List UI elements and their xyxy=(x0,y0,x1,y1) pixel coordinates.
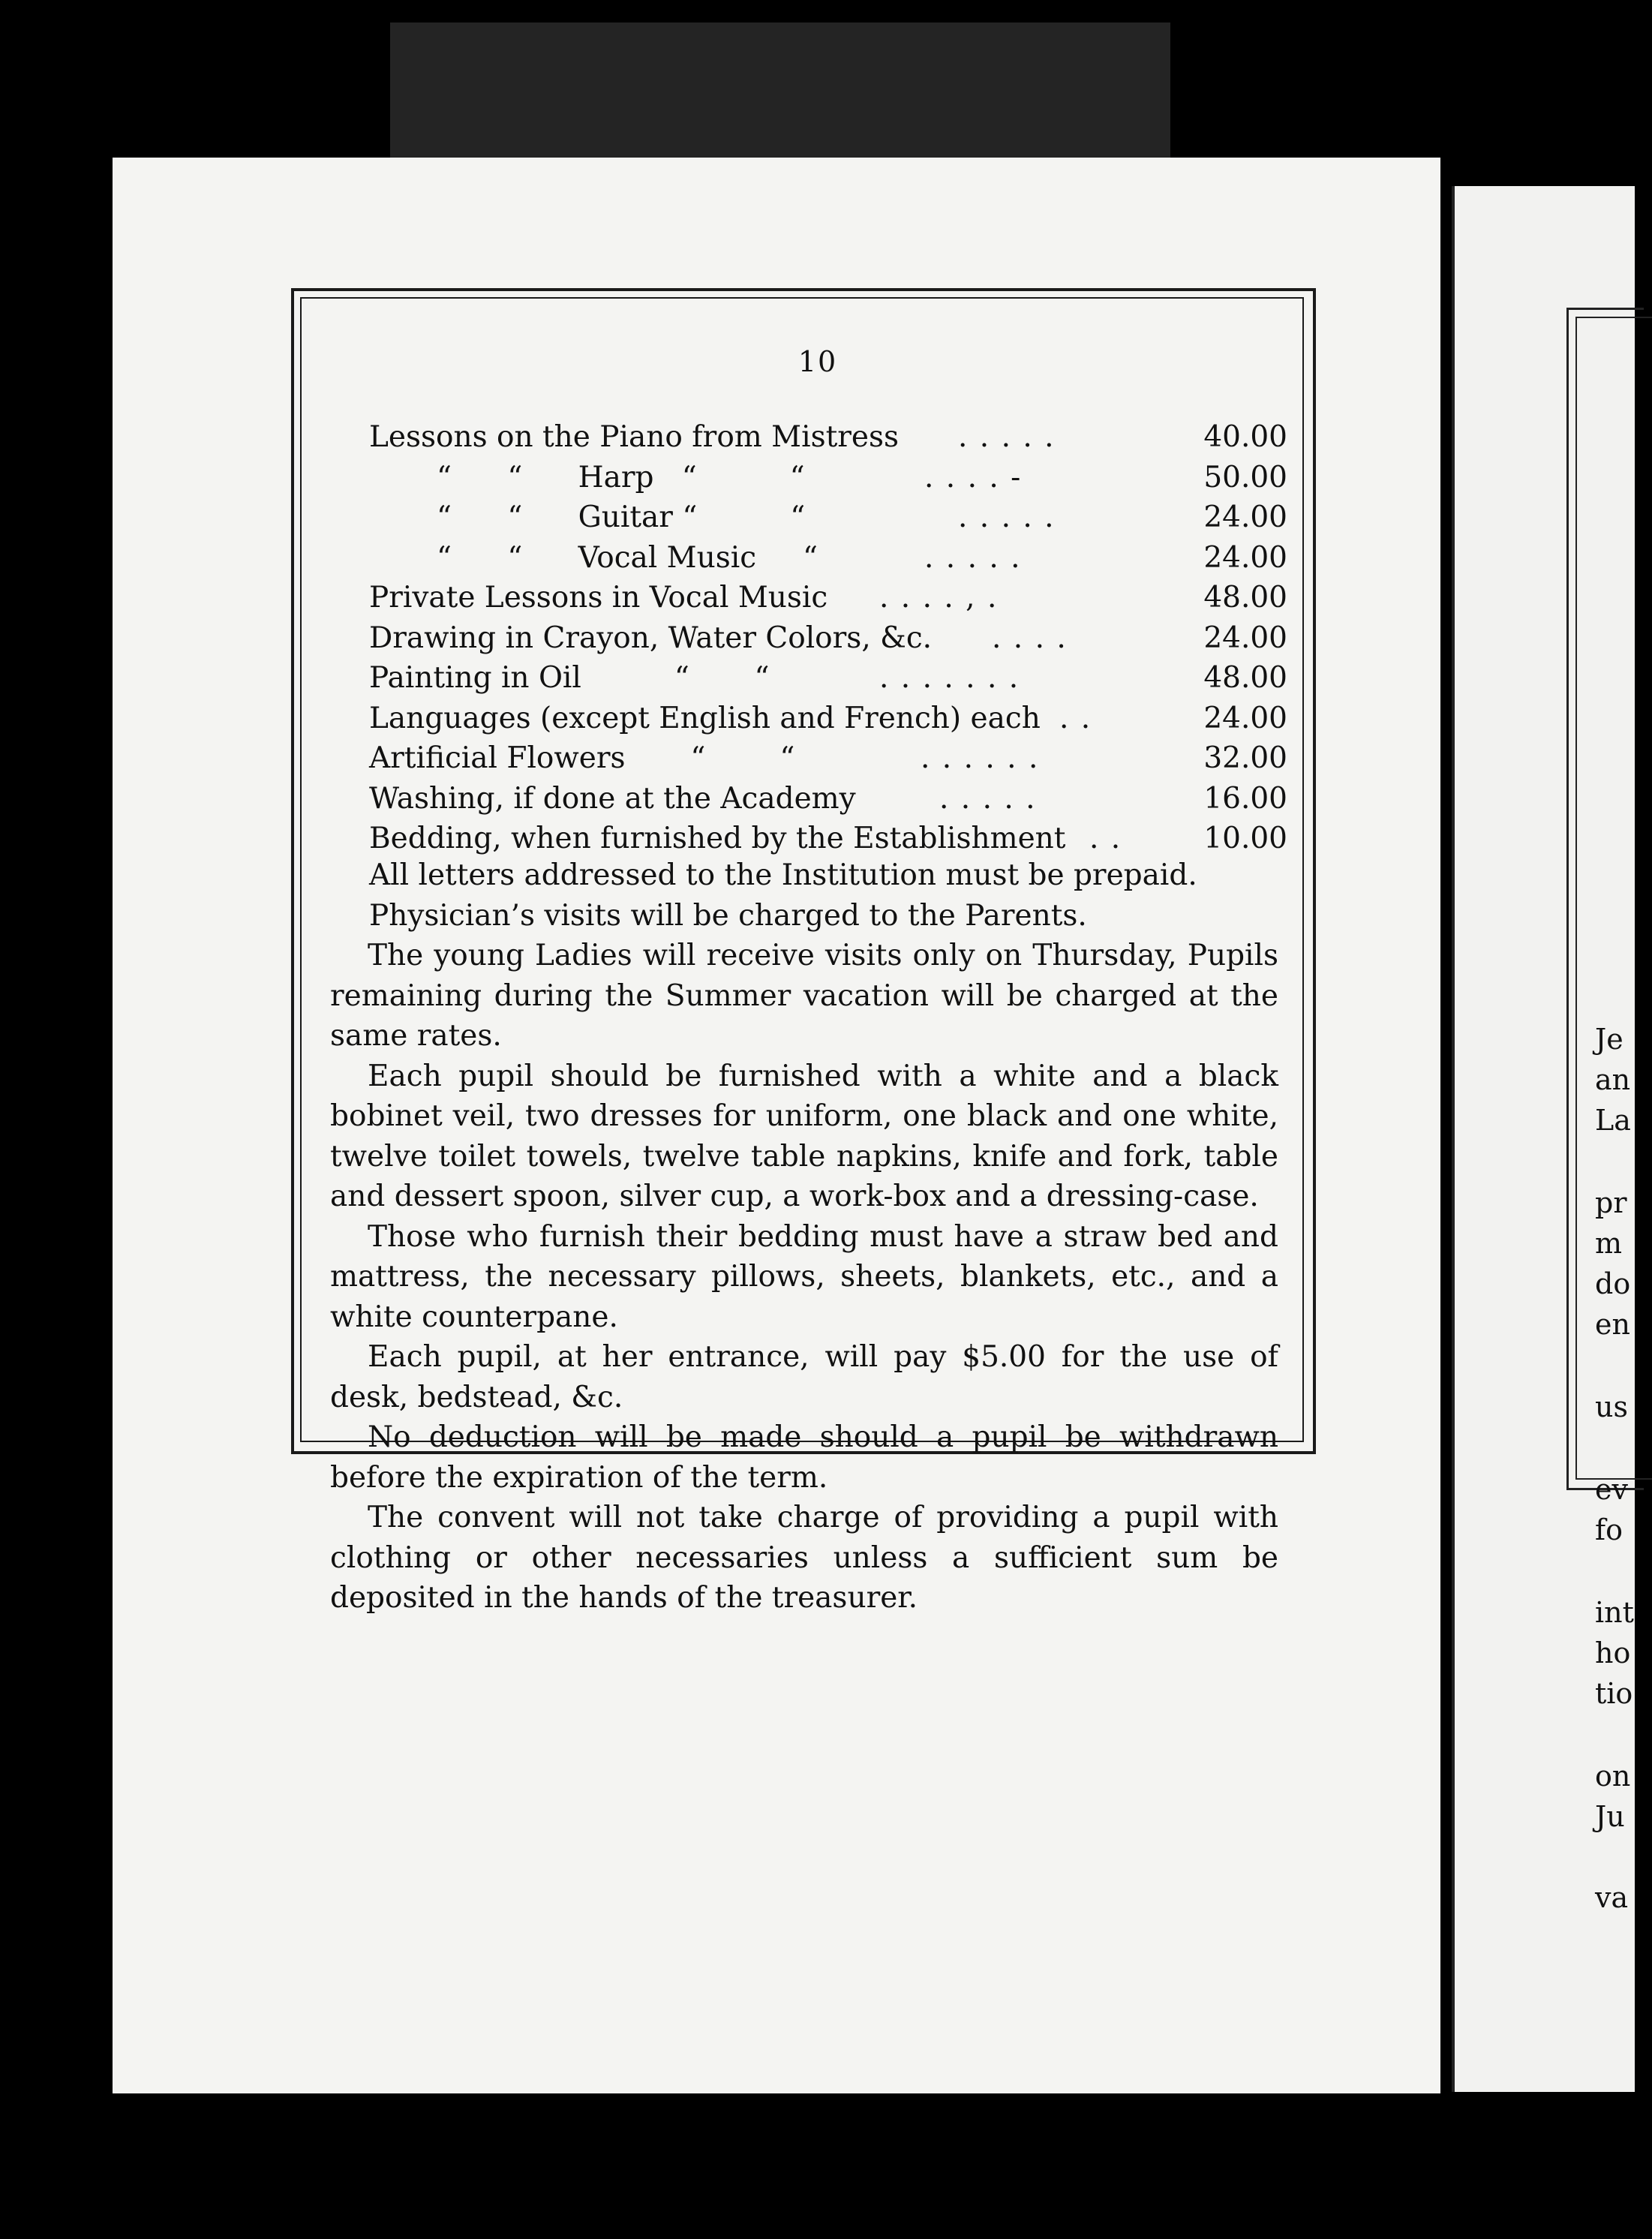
price-amount: 24.00 xyxy=(1203,621,1287,655)
price-leader: . . . . . . xyxy=(921,741,1040,775)
note-paragraph: The young Ladies will receive visits only on Thursday, Pupils remaining during the Summer vacation will be charged at the same rates. xyxy=(330,939,1278,1053)
price-row xyxy=(369,819,1287,859)
right-page-fragment: Ju xyxy=(1595,1800,1625,1833)
note-paragraph: All letters addressed to the Institution must be prepaid. xyxy=(369,858,1197,892)
price-label: Washing, if done at the Academy xyxy=(369,781,856,816)
right-page-fragment: an xyxy=(1595,1063,1631,1096)
note-paragraph: Each pupil, at her entrance, will pay $5.00 for the use of desk, bedstead, &c. xyxy=(330,1340,1278,1414)
price-amount: 24.00 xyxy=(1203,701,1287,735)
price-leader: . . . . . xyxy=(958,500,1056,534)
terms-notes xyxy=(330,855,1278,1618)
right-page-fragment: us xyxy=(1595,1390,1628,1423)
price-leader: . . . . . xyxy=(958,420,1056,454)
price-amount: 24.00 xyxy=(1203,500,1287,534)
right-page-fragment: fo xyxy=(1595,1513,1623,1546)
right-page-fragment: do xyxy=(1595,1267,1631,1300)
price-row xyxy=(369,618,1287,659)
right-page-fragment: int xyxy=(1595,1596,1634,1629)
price-label: “ “ Harp “ “ xyxy=(437,460,805,494)
note-paragraph: Those who furnish their bedding must have a straw bed and mattress, the necessary pillows, sheets, blankets, etc., and a white counterpane. xyxy=(330,1219,1278,1334)
scanner-strip xyxy=(390,23,1170,158)
right-page-fragment: Je xyxy=(1595,1023,1623,1056)
price-leader: . . . . , . xyxy=(879,581,999,615)
note-paragraph: No deduction will be made should a pupil be withdrawn before the expiration of the term. xyxy=(330,1420,1278,1495)
price-label: “ “ Guitar “ “ xyxy=(437,500,806,534)
price-label: Lessons on the Piano from Mistress xyxy=(369,420,900,454)
price-leader: . . . . xyxy=(992,621,1068,655)
price-leader: . . xyxy=(1089,822,1122,855)
price-amount: 50.00 xyxy=(1203,460,1287,494)
price-label: Painting in Oil “ “ xyxy=(369,661,770,695)
note-paragraph: Each pupil should be furnished with a white and a black bobinet veil, two dresses for uniform, one black and one white, twelve toilet towels, twelve table napkins, knife and fork, table and dessert spoon, silver cup, a work-box and a dressing-case. xyxy=(330,1059,1278,1213)
price-row xyxy=(369,738,1287,779)
price-amount: 32.00 xyxy=(1203,741,1287,775)
price-row xyxy=(369,497,1287,538)
price-amount: 16.00 xyxy=(1203,781,1287,816)
price-row xyxy=(369,417,1287,458)
right-page-fragment: ho xyxy=(1595,1636,1631,1669)
price-row xyxy=(369,578,1287,618)
price-row xyxy=(369,779,1287,819)
price-label: Languages (except English and French) each xyxy=(369,701,1041,735)
price-amount: 48.00 xyxy=(1203,661,1287,695)
price-label: Artificial Flowers “ “ xyxy=(369,741,795,775)
price-leader: . . . . . xyxy=(939,781,1037,816)
price-row xyxy=(369,538,1287,579)
price-amount: 10.00 xyxy=(1203,822,1287,855)
price-row xyxy=(369,458,1287,498)
note-paragraph: Physician’s visits will be charged to the Parents. xyxy=(369,898,1087,933)
price-amount: 24.00 xyxy=(1203,540,1287,575)
right-page-fragment: en xyxy=(1595,1308,1630,1341)
right-page-fragment: va xyxy=(1595,1881,1629,1914)
price-row xyxy=(369,699,1287,739)
note-paragraph: The convent will not take charge of providing a pupil with clothing or other necessaries unless a sufficient sum be deposited in the hands of the treasurer. xyxy=(330,1501,1278,1615)
right-page-fragment: ev xyxy=(1595,1473,1628,1506)
price-leader: . . . . . . . xyxy=(879,661,1020,695)
right-page-fragment: tio xyxy=(1595,1677,1633,1710)
right-page-fragment: La xyxy=(1595,1104,1631,1137)
price-leader: . . . . - xyxy=(924,460,1023,494)
price-list xyxy=(369,417,1287,859)
price-row xyxy=(369,658,1287,699)
right-page-fragment: pr xyxy=(1595,1186,1627,1219)
price-label: “ “ Vocal Music “ xyxy=(437,540,818,575)
price-label: Bedding, when furnished by the Establishment xyxy=(369,822,1066,855)
price-leader: . . xyxy=(1059,701,1092,735)
price-label: Drawing in Crayon, Water Colors, &c. xyxy=(369,621,933,655)
page-number: 10 xyxy=(797,345,838,378)
price-leader: . . . . . xyxy=(924,540,1022,575)
right-page-fragment: on xyxy=(1595,1760,1631,1793)
price-amount: 48.00 xyxy=(1203,581,1287,615)
adjoining-page-frame-inner xyxy=(1575,317,1652,1480)
right-page-fragment: m xyxy=(1595,1227,1623,1260)
price-label: Private Lessons in Vocal Music xyxy=(369,581,828,615)
price-amount: 40.00 xyxy=(1203,420,1287,454)
